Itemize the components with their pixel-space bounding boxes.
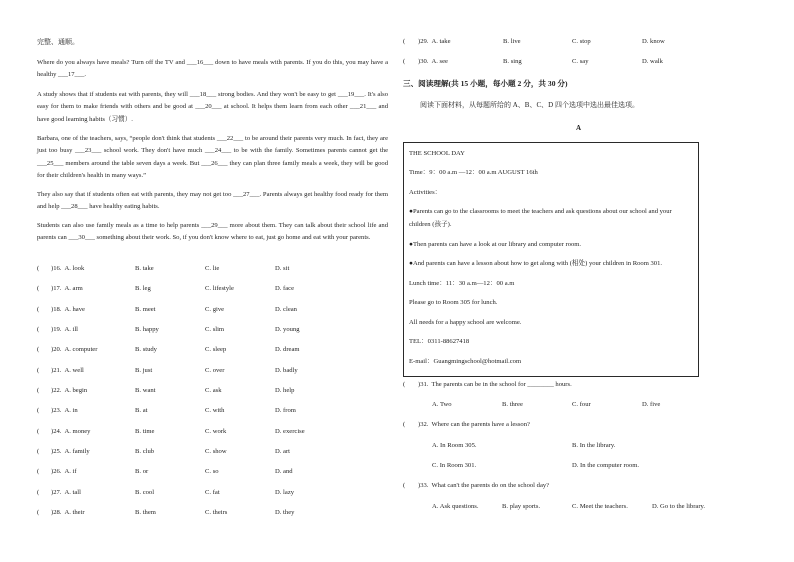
question-number: 18. (53, 305, 62, 313)
option-d: D. from (275, 407, 296, 415)
answer-bracket-open: ( (403, 58, 406, 65)
option-d: D. sit (275, 265, 290, 272)
answer-bracket-open: ( (37, 325, 40, 333)
question-number: 20. (53, 346, 62, 354)
question-label (418, 36, 451, 48)
option-c: C. give (205, 305, 225, 313)
option-d: D. they (275, 508, 295, 516)
instruction-tail: 完整、通顺。 (37, 38, 79, 46)
question-label (418, 419, 530, 431)
option-c: C. ask (205, 386, 222, 394)
answer-bracket-open: ( (403, 38, 406, 45)
option-a: A. ill (64, 325, 79, 333)
option-a: A. computer (64, 346, 98, 354)
option-d: D. five (642, 401, 661, 408)
question-number: 31. (420, 381, 429, 388)
option-a: A. in (64, 407, 78, 415)
option-c: C. theirs (205, 508, 228, 516)
option-c: C. Meet the teachers. (572, 503, 628, 510)
option-a: A. money (64, 427, 91, 435)
option-b: B. live (503, 38, 521, 45)
question-number: 26. (53, 468, 62, 476)
notice-lunch-time: Lunch time：11：30 a.m—12：00 a.m (409, 279, 515, 287)
answer-bracket-open: ( (403, 482, 406, 489)
notice-activity-item: ●And parents can have a lesson about how to get along with (相处) your children in Room 301. (409, 260, 663, 267)
answer-bracket-close: ) (51, 427, 54, 435)
cloze-paragraph-2: A study shows that if students eat with parents, they will ___18___ strong bodies. And they won't be easy to get ___19___. It's also easy for them to make friends with others and be good at ___20___ at school. It helps them learn from each other ___21___ and have good learning habits（习惯）. (37, 91, 388, 123)
question-number: 21. (53, 366, 62, 374)
option-a: A. look (64, 265, 85, 272)
section-instruction: 阅读下面材料，从每题所给的 A、B、C、D 四个选项中选出最佳选项。 (420, 101, 639, 109)
option-c: C. lie (205, 265, 220, 272)
answer-bracket-open: ( (37, 427, 40, 435)
option-d: D. know (642, 38, 665, 45)
question-number: 28. (53, 508, 62, 516)
answer-bracket-close: ) (51, 447, 54, 455)
option-b: B. them (135, 508, 156, 516)
answer-bracket-close: ) (51, 366, 54, 374)
option-c: C. stop (572, 38, 591, 45)
question-number: 24. (53, 427, 62, 435)
notice-welcome: All needs for a happy school are welcome. (409, 318, 522, 326)
question-number: 22. (53, 386, 62, 394)
option-a: A. In Room 305. (432, 442, 477, 449)
passage-label: A (576, 124, 582, 132)
answer-bracket-open: ( (37, 447, 40, 455)
answer-bracket-open: ( (37, 468, 40, 476)
notice-lunch-room: Please go to Room 305 for lunch. (409, 299, 498, 306)
option-b: B. sing (503, 58, 522, 65)
answer-bracket-close: ) (418, 38, 421, 45)
answer-bracket-close: ) (418, 58, 421, 65)
answer-bracket-open: ( (37, 366, 40, 374)
question-number: 17. (53, 285, 62, 293)
option-c: C. over (205, 366, 225, 374)
option-a: A. arm (64, 285, 83, 293)
option-c: C. lifestyle (205, 285, 234, 293)
option-a: A. well (64, 366, 84, 374)
section-heading: 三、阅读理解(共 15 小题，每小题 2 分，共 30 分) (403, 79, 568, 88)
answer-bracket-close: ) (51, 407, 54, 415)
answer-bracket-open: ( (403, 421, 406, 428)
option-b: B. meet (135, 305, 156, 313)
option-b: B. happy (135, 325, 159, 333)
option-a: A. take (431, 38, 451, 45)
answer-bracket-close: ) (51, 305, 54, 313)
notice-title: THE SCHOOL DAY (409, 149, 465, 157)
option-c: C. say (572, 58, 589, 65)
option-b: B. three (502, 401, 523, 408)
question-number: 33. (420, 482, 429, 489)
option-d: D. help (275, 386, 295, 394)
option-a: A. family (64, 447, 90, 455)
question-label (418, 56, 448, 68)
question-label (418, 480, 549, 492)
cloze-paragraph-3: Barbara, one of the teachers, says, “people don't think that students ___22___ to be around their parents very much. In fact, they are just too busy ___23___ school work. They don't have much ___24___ to be with the family. Sometimes parents cannot get the ___25___ members around the table seven days a week. But ___26___ they can plan three family meals a week, they will be good for their children's health in many ways.” (37, 135, 388, 179)
option-d: D. lazy (275, 488, 295, 496)
cloze-paragraph-1: Where do you always have meals? Turn off the TV and ___16___ down to have meals with parents. If you do this, you may have a healthy ___17___. (37, 59, 388, 79)
question-number: 32. (420, 421, 429, 428)
option-b: B. cool (135, 488, 155, 496)
answer-bracket-open: ( (37, 386, 40, 394)
option-a: A. begin (64, 386, 88, 394)
answer-bracket-close: ) (51, 285, 54, 293)
notice-tel: TEL：0311-88627418 (409, 338, 470, 345)
notice-time: Time：9：00 a.m —12：00 a.m AUGUST 16th (409, 169, 538, 176)
question-number: 30. (420, 58, 429, 65)
question-number: 29. (420, 38, 429, 45)
question-label (418, 379, 572, 391)
answer-bracket-close: ) (418, 482, 421, 489)
option-a: A. see (431, 58, 448, 65)
answer-bracket-close: ) (51, 488, 54, 496)
option-c: C. with (205, 407, 225, 415)
answer-bracket-close: ) (51, 346, 54, 354)
notice-email: E-mail：Guangmingschool@hotmail.com (409, 357, 522, 365)
option-d: D. In the computer room. (572, 462, 640, 469)
option-d: D. art (275, 447, 291, 455)
option-b: B. play sports. (502, 503, 541, 510)
option-d: D. badly (275, 366, 298, 374)
question-stem: What can't the parents do on the school day? (431, 482, 550, 489)
question-number: 23. (53, 407, 62, 415)
option-d: D. exercise (275, 427, 305, 435)
option-b: B. want (135, 386, 156, 394)
option-c: C. show (205, 447, 227, 455)
answer-bracket-open: ( (37, 508, 40, 516)
option-d: D. young (275, 325, 300, 333)
answer-bracket-close: ) (418, 421, 421, 428)
question-number: 19. (53, 325, 62, 333)
answer-bracket-close: ) (51, 386, 54, 394)
option-b: B. take (135, 265, 154, 272)
answer-bracket-close: ) (51, 265, 54, 272)
answer-bracket-open: ( (37, 265, 40, 272)
answer-bracket-close: ) (51, 325, 54, 333)
option-c: C. work (205, 427, 227, 435)
option-c: C. In Room 301. (432, 462, 477, 469)
question-stem: The parents can be in the school for ________ hours. (431, 381, 572, 388)
cloze-paragraph-5: Students can also use family meals as a time to help parents ___29___ more about them. They can talk about their school life and parents can ___30___ something about their work. So, if you don't know where to eat, just go home and eat with your parents. (37, 222, 388, 242)
option-b: B. leg (135, 285, 151, 293)
option-c: C. fat (205, 488, 220, 496)
answer-bracket-close: ) (51, 468, 54, 476)
notice-activity-item: ●Then parents can have a look at our library and computer room. (409, 240, 582, 248)
cloze-paragraph-4: They also say that if students often eat with parents, they may not get too ___27___. Parents always get healthy food ready for them and help ___28___ have healthy eating habits. (37, 191, 388, 211)
option-b: B. or (135, 468, 149, 476)
option-b: B. study (135, 346, 157, 354)
question-number: 25. (53, 447, 62, 455)
answer-bracket-open: ( (37, 305, 40, 313)
option-c: C. slim (205, 325, 225, 333)
option-d: D. clean (275, 305, 297, 313)
option-b: B. time (135, 427, 155, 435)
option-d: D. dream (275, 346, 300, 354)
option-a: A. Two (432, 401, 452, 408)
answer-bracket-open: ( (37, 285, 40, 293)
option-d: D. Go to the library. (652, 503, 706, 510)
answer-bracket-close: ) (418, 381, 421, 388)
answer-bracket-open: ( (403, 381, 406, 388)
question-number: 27. (53, 488, 62, 496)
answer-bracket-open: ( (37, 346, 40, 354)
option-d: D. face (275, 285, 295, 293)
notice-box (403, 142, 699, 377)
option-b: B. In the library. (572, 442, 616, 449)
option-a: A. tall (64, 488, 81, 496)
notice-activities-label: Activities： (409, 188, 442, 196)
notice-activity-item: ●Parents can go to the classrooms to meet the teachers and ask questions about our school and your children (孩子). (409, 208, 672, 228)
option-a: A. have (64, 305, 85, 313)
option-c: C. sleep (205, 346, 227, 354)
option-d: D. and (275, 468, 293, 476)
option-a: A. if (64, 468, 77, 476)
question-number: 16. (53, 265, 62, 272)
option-b: B. just (135, 366, 153, 374)
answer-bracket-close: ) (51, 508, 54, 516)
answer-bracket-open: ( (37, 488, 40, 496)
option-a: A. their (64, 508, 85, 516)
question-stem: Where can the parents have a lesson? (431, 421, 530, 428)
option-b: B. at (135, 407, 148, 415)
option-d: D. walk (642, 58, 663, 65)
option-c: C. four (572, 401, 591, 408)
option-b: B. club (135, 447, 155, 455)
option-c: C. so (205, 468, 219, 476)
option-a: A. Ask questions. (432, 503, 479, 510)
answer-bracket-open: ( (37, 407, 40, 415)
